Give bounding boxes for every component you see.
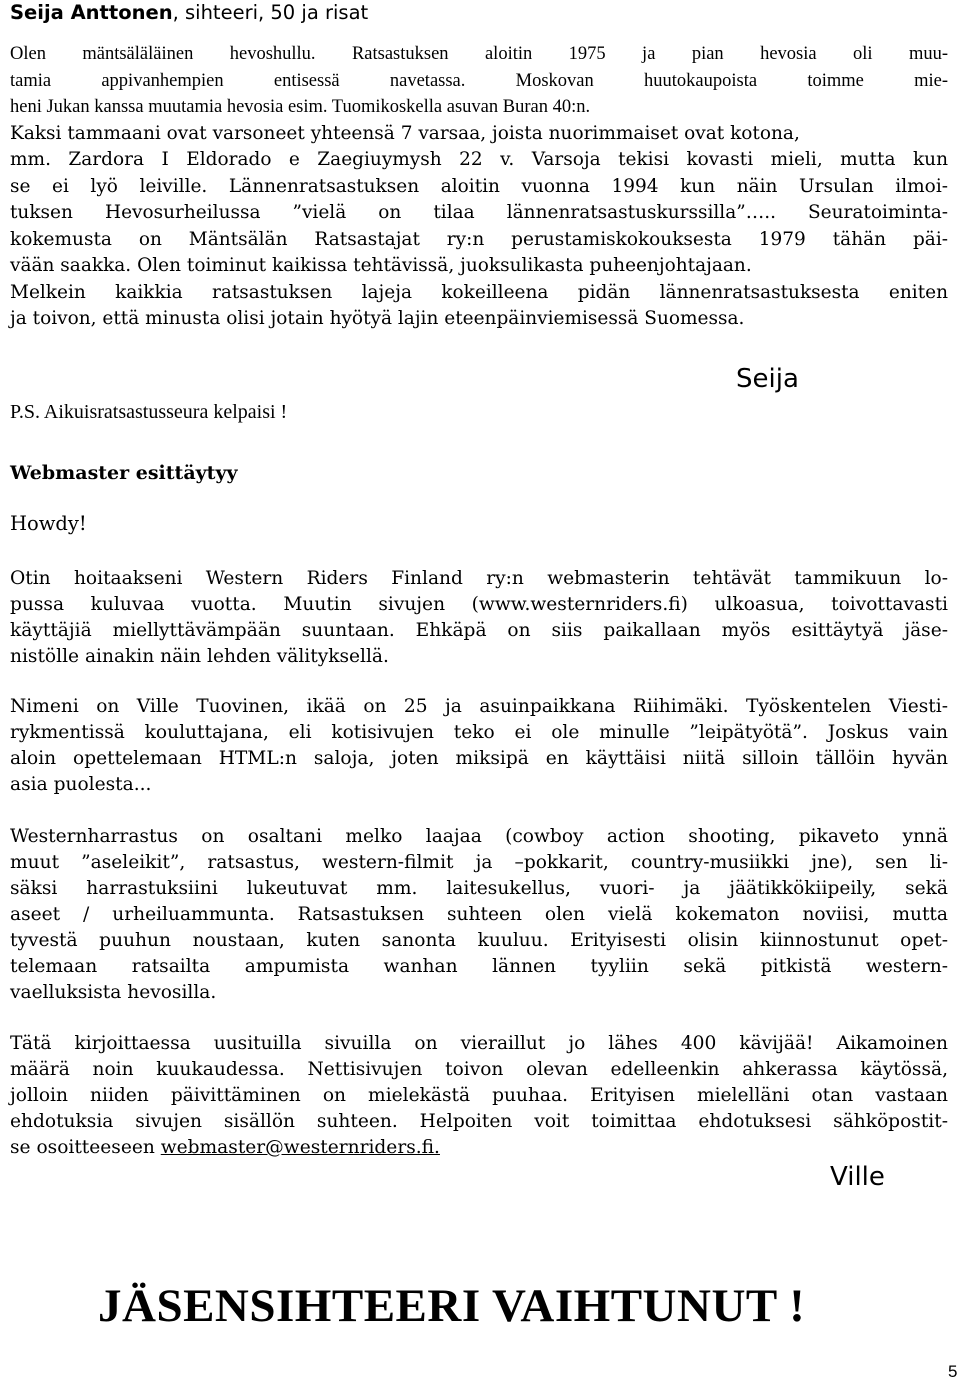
- paragraph-line: säksi harrastuksiini lukeutuvat mm. laitesukellus, vuori- ja jäätikkökiipeily, sekä: [10, 878, 948, 899]
- paragraph-line: kokemusta on Mäntsälän Ratsastajat ry:n perustamiskokouksesta 1979 tähän päi-: [10, 228, 948, 250]
- webmaster-paragraph-4: [10, 1031, 948, 1161]
- paragraph-line: tyvestä puuhun noustaan, kuten sanonta kuuluu. Erityisesti olisin kiinnostunut opet-: [10, 930, 948, 951]
- paragraph-line: Tätä kirjoittaessa uusituilla sivuilla on vieraillut jo lähes 400 kävijää! Aikamoinen: [10, 1033, 948, 1054]
- paragraph-line: mm. Zardora I Eldorado e Zaegiuymysh 22 v. Varsoja tekisi kovasti mieli, mutta kun: [10, 149, 948, 170]
- paragraph-line: vaelluksista hevosilla.: [10, 982, 217, 1003]
- webmaster-paragraph-3: [10, 824, 948, 1006]
- section-heading: Webmaster esittäytyy: [10, 462, 238, 484]
- signature-seija: Seija: [736, 364, 799, 394]
- paragraph-line: [10, 1135, 948, 1161]
- paragraph-line: rykmentissä kouluttajana, eli kotisivujen teko ei ole minulle ”leipätyötä”. Joskus vain: [10, 722, 948, 743]
- postscript: P.S. Aikuisratsastusseura kelpaisi !: [10, 401, 288, 423]
- paragraph-line: telemaan ratsailta ampumista wanhan lännen tyyliin sekä pitkistä western-: [10, 956, 948, 977]
- paragraph-line: määrä noin kuukaudessa. Nettisivujen toivon olevan edelleenkin ahkerassa käytössä,: [10, 1059, 948, 1080]
- paragraph-line: heni Jukan kanssa muutamia hevosia esim. Tuomikoskella asuvan Buran 40:n.: [10, 97, 591, 117]
- paragraph-line: asia puolesta...: [10, 774, 152, 795]
- paragraph-line: tamia appivanhempien entisessä navetassa. Moskovan huutokaupoista toimme mie-: [10, 70, 948, 91]
- author-name: Seija Anttonen: [10, 1, 173, 24]
- author-description: , sihteeri, 50 ja risat: [172, 1, 369, 24]
- paragraph-line: aloin opettelemaan HTML:n saloja, joten miksipä en käyttäisi niitä silloin tällöin hyvän: [10, 748, 948, 769]
- paragraph-line: muut ”aseleikit”, ratsastus, western-filmit ja –pokkarit, country-musiikki jne), sen li-: [10, 852, 948, 873]
- greeting: Howdy!: [10, 512, 87, 535]
- webmaster-paragraph-1: [10, 566, 948, 670]
- paragraph-line: aseet / urheiluammunta. Ratsastuksen suhteen olen vielä kokematon noviisi, mutta: [10, 904, 948, 925]
- paragraph-line: pussa kuluvaa vuotta. Muutin sivujen (www.westernriders.fi) ulkoasua, toivottavasti: [10, 594, 948, 615]
- paragraph-line: Nimeni on Ville Tuovinen, ikää on 25 ja asuinpaikkana Riihimäki. Työskentelen Viesti-: [10, 696, 948, 717]
- paragraph-line: Kaksi tammaani ovat varsoneet yhteensä 7 varsaa, joista nuorimmaiset ovat kotona,: [10, 122, 800, 144]
- paragraph-line: Olen mäntsäläläinen hevoshullu. Ratsastuksen aloitin 1975 ja pian hevosia oli muu-: [10, 44, 948, 64]
- email-link[interactable]: webmaster@westernriders.fi.: [160, 1137, 440, 1158]
- paragraph-line: ehdotuksia sivujen sisällön suhteen. Helpoiten voit toimittaa ehdotuksesi sähköpostit-: [10, 1111, 948, 1132]
- paragraph-line: käyttäjiä miellyttävämpään suuntaan. Ehkäpä on siis paikallaan myös esittäytyä jäse-: [10, 620, 948, 641]
- paragraph-line: se ei lyö leiville. Lännenratsastuksen aloitin vuonna 1994 kun näin Ursulan ilmoi-: [10, 175, 948, 197]
- paragraph-line: Melkein kaikkia ratsastuksen lajeja kokeilleena pidän lännenratsastuksesta eniten: [10, 281, 948, 303]
- signature-ville: Ville: [830, 1162, 885, 1192]
- email-prefix: se osoitteeseen: [10, 1137, 161, 1158]
- paragraph-line: Westernharrastus on osaltani melko laajaa (cowboy action shooting, pikaveto ynnä: [10, 826, 948, 847]
- intro-line: [10, 0, 368, 26]
- paragraph-line: tuksen Hevosurheilussa ”vielä on tilaa lännenratsastuskurssilla”….. Seuratoiminta-: [10, 202, 948, 223]
- paragraph-line: ja toivon, että minusta olisi jotain hyötyä lajin eteenpäinviemisessä Suomessa.: [10, 308, 745, 329]
- announcement-heading: JÄSENSIHTEERI VAIHTUNUT !: [98, 1280, 806, 1332]
- seija-paragraph: [10, 41, 948, 333]
- paragraph-line: Otin hoitaakseni Western Riders Finland ry:n webmasterin tehtävät tammikuun lo-: [10, 568, 948, 589]
- paragraph-line: vään saakka. Olen toiminut kaikissa tehtävissä, juoksulikasta puheenjohtajaan.: [10, 255, 752, 276]
- paragraph-line: nistölle ainakin näin lehden välityksellä.: [10, 646, 389, 667]
- paragraph-line: jolloin niiden päivittäminen on mielekästä puuhaa. Erityisen mielelläni otan vastaan: [10, 1085, 948, 1106]
- page-number: 5: [948, 1362, 958, 1381]
- webmaster-paragraph-2: [10, 694, 948, 798]
